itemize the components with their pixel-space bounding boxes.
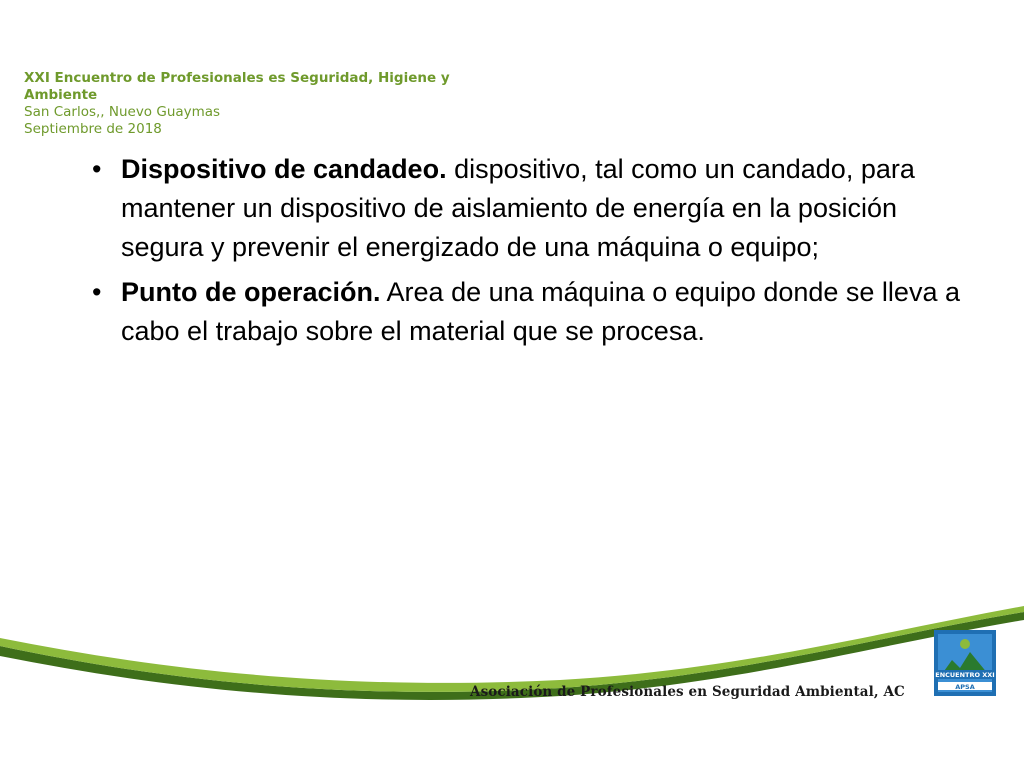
event-title-line-1: XXI Encuentro de Profesionales es Seguridad, Higiene y [24,70,450,86]
bullet-definition: Area de una máquina o equipo donde se lleva a cabo el trabajo sobre el material que se procesa. [121,277,960,346]
bullet-item [92,273,972,351]
event-location: San Carlos,, Nuevo Guaymas [24,104,221,120]
event-date: Septiembre de 2018 [24,121,162,137]
bullet-list [92,150,972,357]
bullet-marker: • [92,277,102,307]
logo-text-encuentro: ENCUENTRO XXI [935,671,995,679]
organization-name: Asociación de Profesionales en Seguridad Ambiental, AC [470,684,905,700]
logo-text-apsa: APSA [955,683,975,691]
bullet-term: Dispositivo de candadeo. [121,154,447,184]
event-title-line-2: Ambiente [24,87,98,103]
bullet-item [92,150,972,267]
bullet-term: Punto de operación. [121,277,381,307]
bullet-marker: • [92,154,102,184]
bullet-definition: dispositivo, tal como un candado, para mantener un dispositivo de aislamiento de energía en la posición segura y prevenir el energizado de una máquina o equipo; [121,154,915,262]
event-header [24,70,464,138]
encuentro-xxi-logo [934,630,996,696]
